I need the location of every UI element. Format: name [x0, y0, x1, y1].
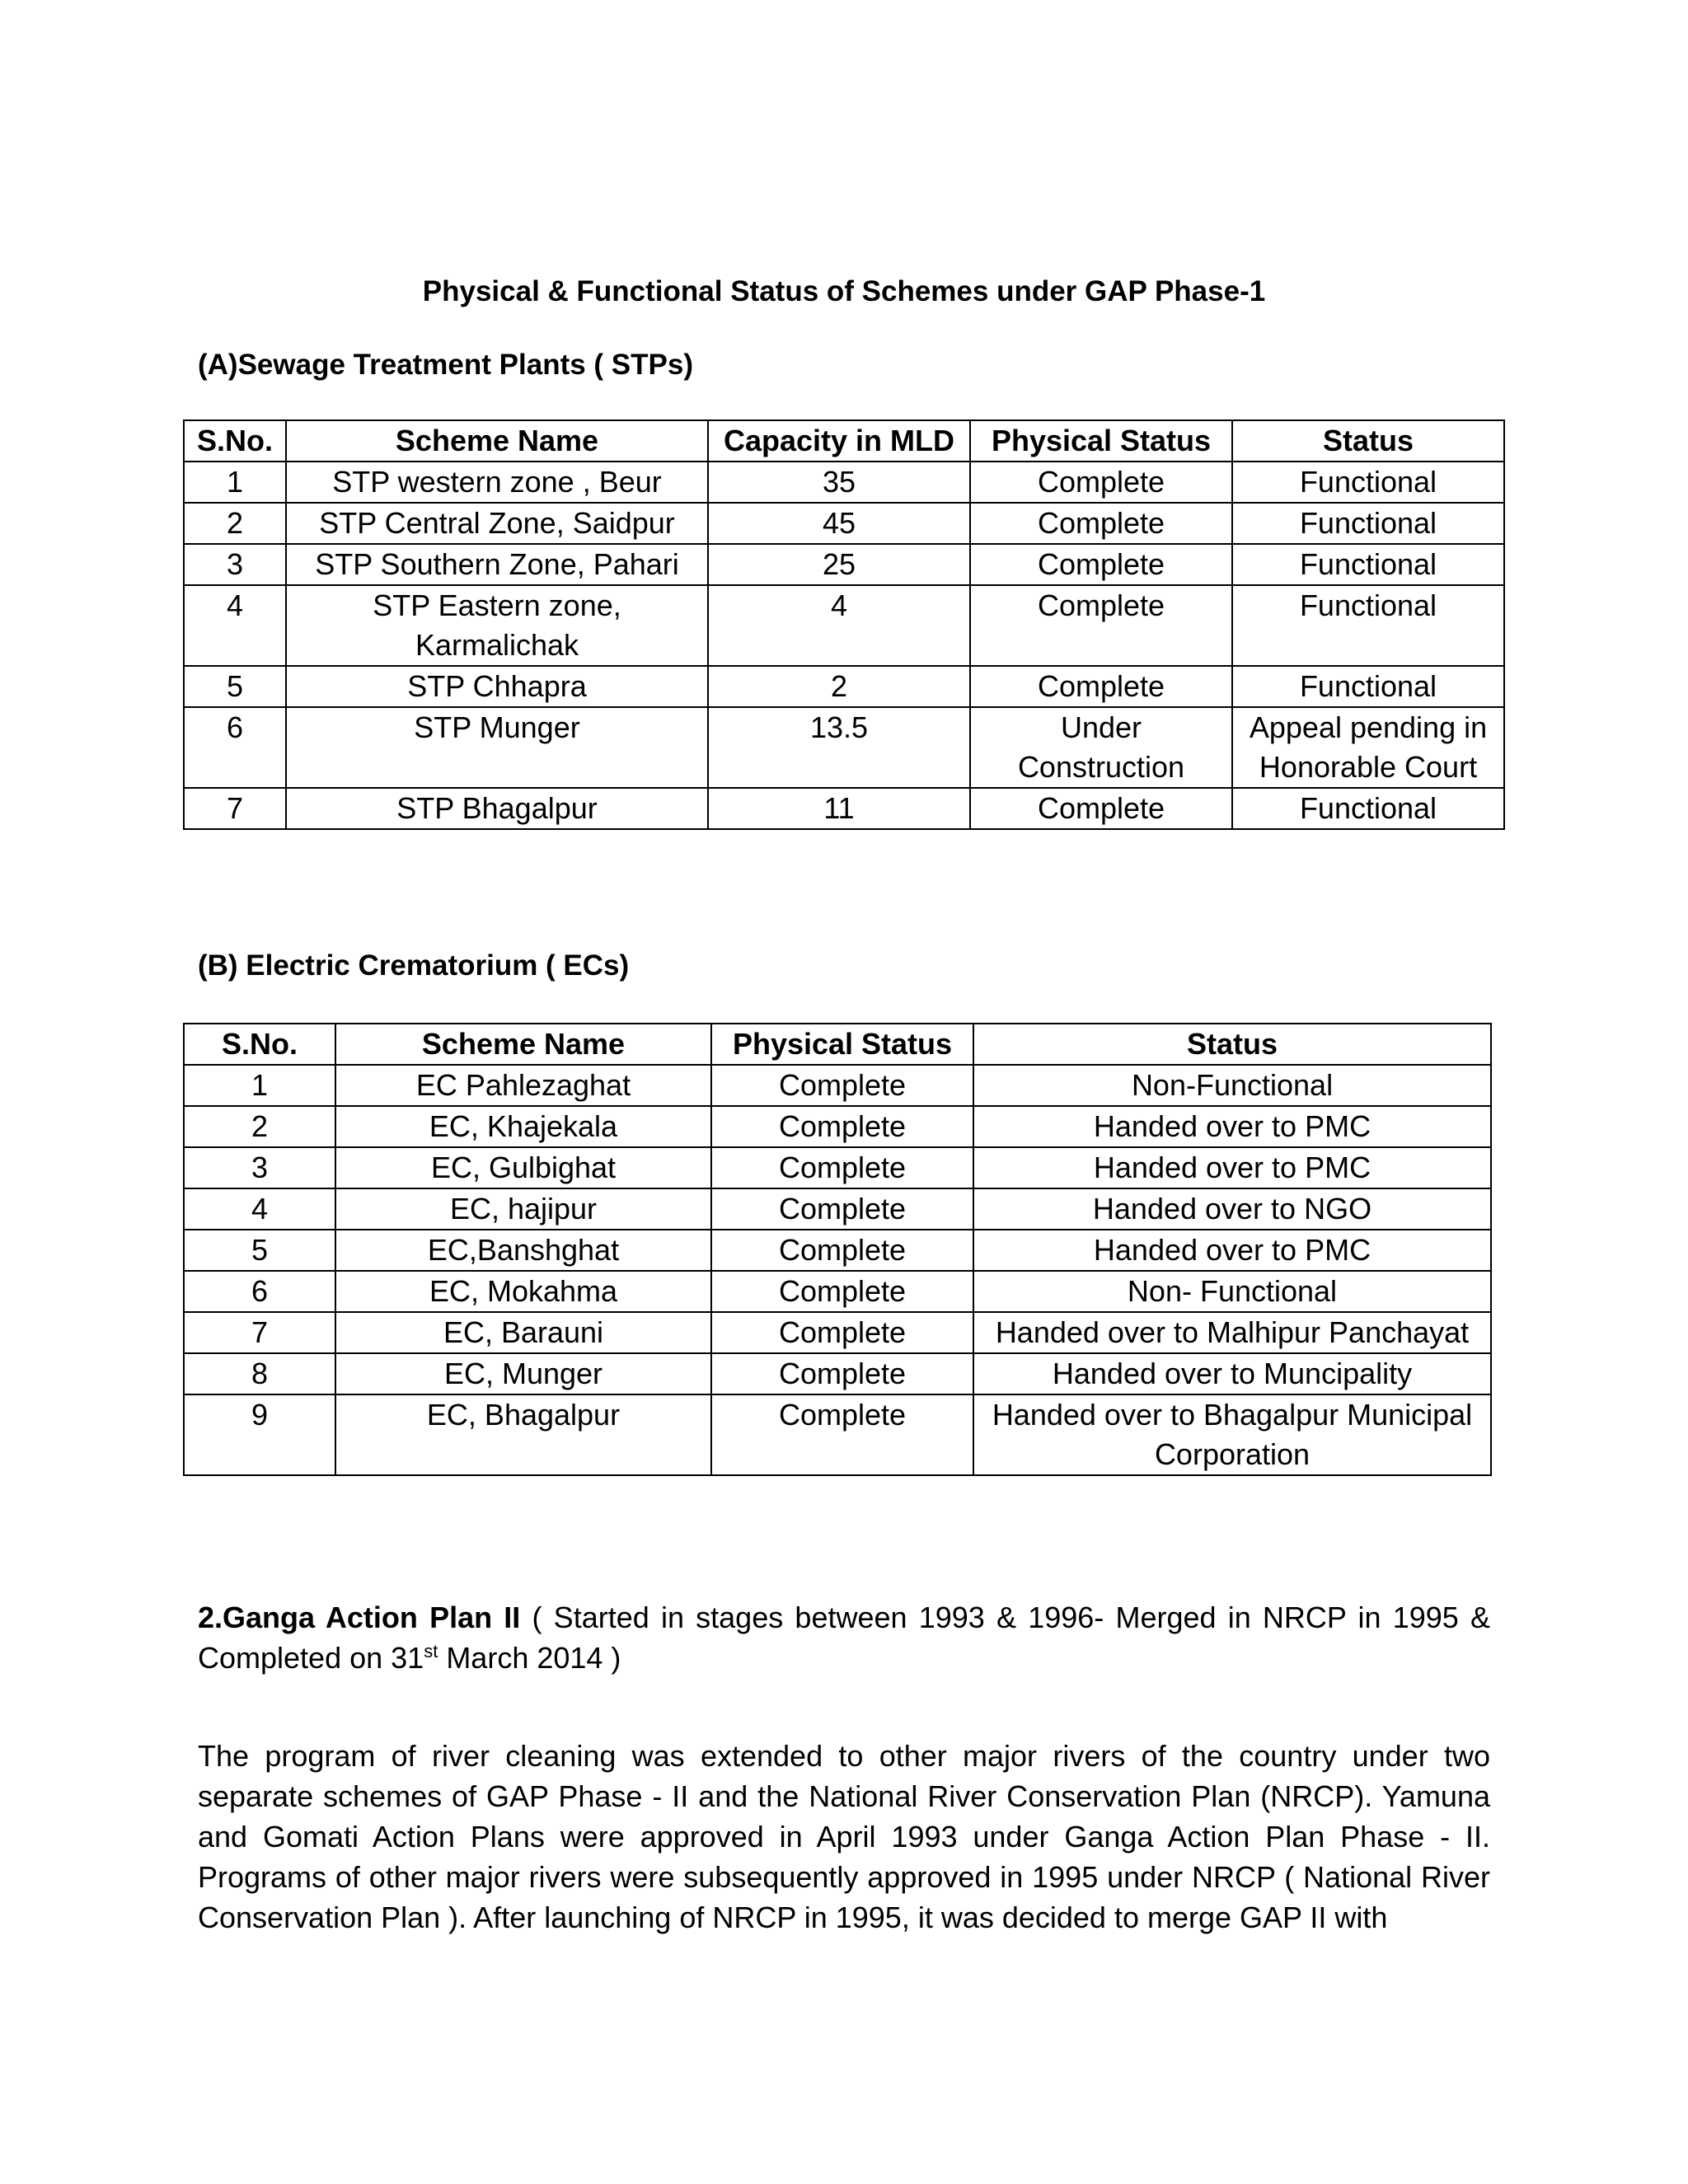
sno-cell: 6 [184, 1271, 335, 1312]
physical-status-cell: Complete [970, 503, 1232, 544]
status-cell: Functional [1232, 544, 1504, 585]
status-cell: Functional [1232, 462, 1504, 503]
page-title: Physical & Functional Status of Schemes under GAP Phase-1 [422, 275, 1266, 307]
stp-table [183, 419, 1505, 830]
table-row [184, 1065, 1491, 1106]
table-row [184, 585, 1504, 666]
capacity-cell: 13.5 [708, 707, 970, 788]
status-cell: Handed over to NGO [973, 1188, 1491, 1230]
physical-status-cell: Complete [711, 1065, 973, 1106]
table-row [184, 1394, 1491, 1475]
table-row [184, 1271, 1491, 1312]
status-cell: Handed over to Malhipur Panchayat [973, 1312, 1491, 1353]
sno-cell: 3 [184, 1147, 335, 1188]
column-header: S.No. [184, 1024, 335, 1065]
sno-cell: 2 [184, 1106, 335, 1147]
column-header: Physical Status [970, 420, 1232, 462]
column-header: Status [1232, 420, 1504, 462]
gap2-text-end: March 2014 ) [438, 1641, 621, 1675]
status-cell: Functional [1232, 666, 1504, 707]
ec-table [183, 1023, 1492, 1476]
scheme-name-cell: EC, Khajekala [335, 1106, 711, 1147]
status-cell: Functional [1232, 788, 1504, 829]
scheme-name-cell: STP Eastern zone, Karmalichak [286, 585, 708, 666]
table-row [184, 788, 1504, 829]
physical-status-cell: Complete [711, 1312, 973, 1353]
scheme-name-cell: STP western zone , Beur [286, 462, 708, 503]
physical-status-cell: Complete [711, 1353, 973, 1394]
physical-status-cell: Complete [970, 788, 1232, 829]
scheme-name-cell: EC,Banshghat [335, 1230, 711, 1271]
ordinal-suffix: st [424, 1641, 438, 1661]
table-row [184, 1147, 1491, 1188]
sno-cell: 7 [184, 1312, 335, 1353]
scheme-name-cell: STP Central Zone, Saidpur [286, 503, 708, 544]
table-row [184, 1106, 1491, 1147]
table-row [184, 462, 1504, 503]
table-row [184, 1230, 1491, 1271]
table-row [184, 707, 1504, 788]
body-paragraph: The program of river cleaning was extended to other major rivers of the country under two separate schemes of GAP Phase - II and the National River Conservation Plan (NRCP). Yamuna and Gomati Action Plans were approved in April 1993 under Ganga Action Plan Phase - II. Programs of other major rivers were subsequently approved in 1995 under NRCP ( National River Conservation Plan ). After launching of NRCP in 1995, it was decided to merge GAP II with [198, 1739, 1490, 1934]
column-header: Physical Status [711, 1024, 973, 1065]
capacity-cell: 25 [708, 544, 970, 585]
capacity-cell: 4 [708, 585, 970, 666]
status-cell: Handed over to PMC [973, 1230, 1491, 1271]
status-cell: Functional [1232, 585, 1504, 666]
sno-cell: 1 [184, 462, 286, 503]
sno-cell: 1 [184, 1065, 335, 1106]
column-header: Capacity in MLD [708, 420, 970, 462]
capacity-cell: 45 [708, 503, 970, 544]
column-header: Status [973, 1024, 1491, 1065]
sno-cell: 4 [184, 1188, 335, 1230]
scheme-name-cell: EC, Gulbighat [335, 1147, 711, 1188]
physical-status-cell: Complete [970, 585, 1232, 666]
sno-cell: 7 [184, 788, 286, 829]
scheme-name-cell: STP Munger [286, 707, 708, 788]
capacity-cell: 11 [708, 788, 970, 829]
physical-status-cell: Complete [970, 544, 1232, 585]
table-row [184, 1188, 1491, 1230]
status-cell: Non-Functional [973, 1065, 1491, 1106]
sno-cell: 3 [184, 544, 286, 585]
scheme-name-cell: STP Southern Zone, Pahari [286, 544, 708, 585]
sno-cell: 5 [184, 1230, 335, 1271]
status-cell: Non- Functional [973, 1271, 1491, 1312]
scheme-name-cell: STP Chhapra [286, 666, 708, 707]
status-cell: Handed over to Muncipality [973, 1353, 1491, 1394]
physical-status-cell: Complete [970, 462, 1232, 503]
sno-cell: 2 [184, 503, 286, 544]
sno-cell: 5 [184, 666, 286, 707]
sno-cell: 9 [184, 1394, 335, 1475]
physical-status-cell: Under Construction [970, 707, 1232, 788]
scheme-name-cell: EC, Mokahma [335, 1271, 711, 1312]
sno-cell: 8 [184, 1353, 335, 1394]
status-cell: Functional [1232, 503, 1504, 544]
column-header: S.No. [184, 420, 286, 462]
scheme-name-cell: STP Bhagalpur [286, 788, 708, 829]
scheme-name-cell: EC, Bhagalpur [335, 1394, 711, 1475]
physical-status-cell: Complete [711, 1394, 973, 1475]
status-cell: Handed over to PMC [973, 1106, 1491, 1147]
ec-section-heading: (B) Electric Crematorium ( ECs) [198, 949, 630, 982]
capacity-cell: 35 [708, 462, 970, 503]
physical-status-cell: Complete [711, 1106, 973, 1147]
sno-cell: 4 [184, 585, 286, 666]
physical-status-cell: Complete [970, 666, 1232, 707]
sno-cell: 6 [184, 707, 286, 788]
physical-status-cell: Complete [711, 1271, 973, 1312]
table-row [184, 1312, 1491, 1353]
table-row [184, 666, 1504, 707]
ec-header-row [184, 1024, 1491, 1065]
scheme-name-cell: EC, Barauni [335, 1312, 711, 1353]
column-header: Scheme Name [286, 420, 708, 462]
gap2-text: ( Started in stages between 1993 & 1996- Merged in NRCP in 1995 & Completed on 31 [198, 1601, 1490, 1675]
physical-status-cell: Complete [711, 1188, 973, 1230]
gap2-heading-paragraph [198, 1597, 1490, 1678]
gap2-lead: 2.Ganga Action Plan II [198, 1601, 521, 1634]
scheme-name-cell: EC, hajipur [335, 1188, 711, 1230]
status-cell: Handed over to Bhagalpur Municipal Corporation [973, 1394, 1491, 1475]
stp-section-heading: (A)Sewage Treatment Plants ( STPs) [198, 349, 693, 381]
capacity-cell: 2 [708, 666, 970, 707]
table-row [184, 1353, 1491, 1394]
table-row [184, 544, 1504, 585]
table-row [184, 503, 1504, 544]
scheme-name-cell: EC Pahlezaghat [335, 1065, 711, 1106]
column-header: Scheme Name [335, 1024, 711, 1065]
status-cell: Appeal pending in Honorable Court [1232, 707, 1504, 788]
physical-status-cell: Complete [711, 1147, 973, 1188]
physical-status-cell: Complete [711, 1230, 973, 1271]
scheme-name-cell: EC, Munger [335, 1353, 711, 1394]
stp-header-row [184, 420, 1504, 462]
status-cell: Handed over to PMC [973, 1147, 1491, 1188]
